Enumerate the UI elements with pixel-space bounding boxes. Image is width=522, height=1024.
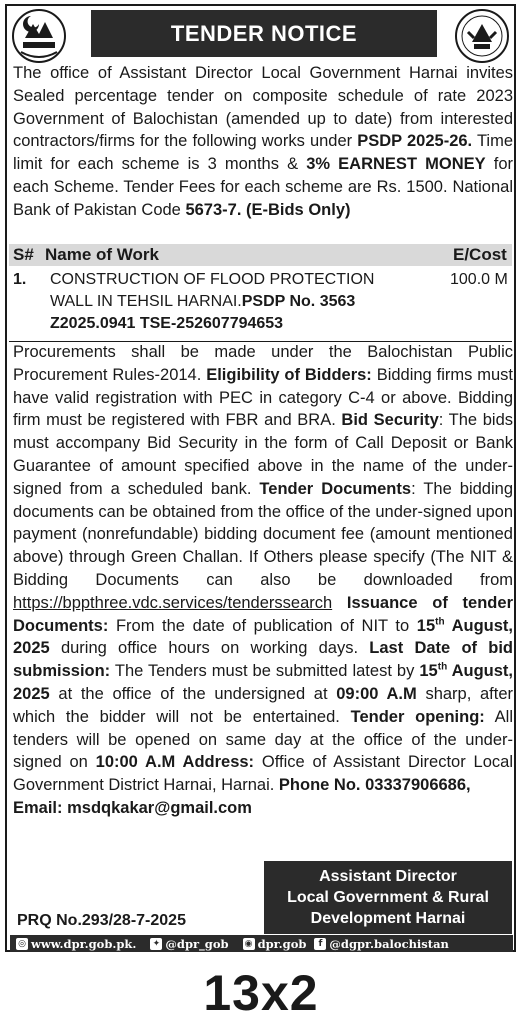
page-title: TENDER NOTICE: [91, 10, 437, 57]
contact-email: Email: msdqkakar@gmail.com: [13, 798, 252, 817]
prq-number: PRQ No.293/28-7-2025: [17, 912, 186, 929]
row-sno: 1.: [13, 271, 27, 288]
body-paragraph: Procurements shall be made under the Balochistan Public Procurement Rules-2014. Eligibility of Bidders: Bidding firms must have valid registration with PEC in category C-4 or above. Bidding firm must be registered with FBR and BRA. Bid Security: The bids must accompany Bid Security in the form of Call Deposit or Bank Guarantee of amount specified above in the name of the under-signed from a scheduled bank. Tender Documents: The bidding documents can be obtained from the office of the under-signed upon payment (nonrefundable) bidding document fee (amount mentioned above) through Green Challan. If Others please specify (The NIT & Bidding Documents can also be downloaded from https://bppthree.vdc.services/tenderssearch Issuance of tender Documents: From the date of publication of NIT to 15th August, 2025 during office hours on working days. Last Date of bid submission: The Tenders must be submitted latest by 15th August, 2025 at the office of the undersigned at 09:00 A.M sharp, after which the bidder will not be entertained. Tender opening: All tenders will be opened on same day at the office of the under-signed on 10:00 A.M Address: Office of Assistant Director Local Government District Harnai, Harnai. Phone No. 03337906686, Email: msdqkakar@gmail.com: [13, 343, 514, 817]
row-cost: 100.0 M: [450, 271, 508, 288]
column-header-sno: S#: [13, 245, 34, 264]
column-header-cost: E/Cost: [453, 245, 507, 264]
footer-twitter[interactable]: ✦ @dpr_gob: [150, 937, 228, 951]
instagram-icon: ◉: [243, 938, 255, 950]
column-header-name: Name of Work: [45, 245, 159, 264]
footer-bar: [10, 935, 513, 952]
signature-block: Assistant Director Local Government & Rural Development Harnai: [264, 861, 512, 934]
footer-website[interactable]: ◎ www.dpr.gob.pk.: [16, 937, 136, 951]
twitter-icon: ✦: [150, 938, 162, 950]
row-work-name: CONSTRUCTION OF FLOOD PROTECTION WALL IN TEHSIL HARNAI.PSDP No. 3563 Z2025.0941 TSE-252607794653: [50, 271, 375, 332]
ad-size-label: 13x2: [203, 965, 319, 1021]
footer-facebook[interactable]: f @dgpr.balochistan: [314, 937, 449, 951]
government-seal-icon: [11, 8, 67, 64]
local-government-seal-icon: [454, 8, 510, 64]
footer-instagram[interactable]: ◉ dpr.gob: [243, 937, 307, 951]
tender-notice: [5, 4, 516, 952]
intro-paragraph: The office of Assistant Director Local Government Harnai invites Sealed percentage tender on composite schedule of rate 2023 Government of Balochistan (amended up to date) from interested contractors/firms for the following works under PSDP 2025-26. Time limit for each scheme is 3 months & 3% EARNEST MONEY for each Scheme. Tender Fees for each scheme are Rs. 1500. National Bank of Pakistan Code 5673-7. (E-Bids Only): [13, 64, 514, 219]
facebook-icon: f: [314, 938, 326, 950]
table-header: [9, 244, 512, 266]
globe-icon: ◎: [16, 938, 28, 950]
tender-search-link[interactable]: https://bppthree.vdc.services/tenderssearch: [13, 593, 333, 612]
